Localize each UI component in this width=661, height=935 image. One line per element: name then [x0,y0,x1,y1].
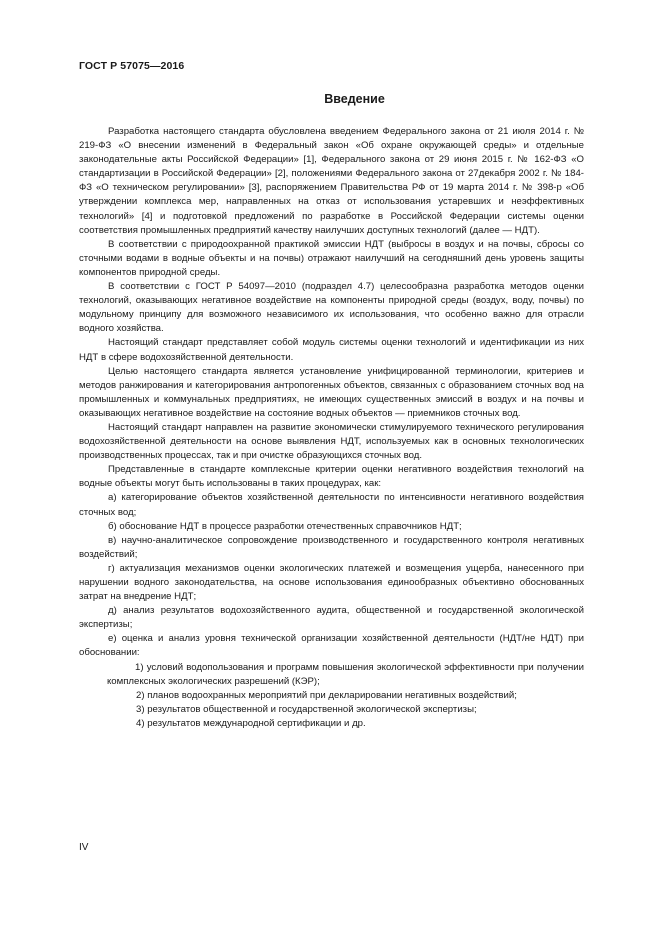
paragraph: Представленные в стандарте комплексные критерии оценки негативного воздействия технологий на водные объекты могут быть использованы в таких процедурах, как: [79,464,584,490]
sub-list-item: 3) результатов общественной и государственной экологической экспертизы; [136,703,477,715]
paragraph: Разработка настоящего стандарта обусловлена введением Федерального закона от 21 июля 2014 г. № 219-ФЗ «О внесении изменений в Федеральный закон «Об охране окружающей среды» и отдельные законодательные акты Российской Федерации» [1], Федерального закона от 29 июня 2015 г. № 162-ФЗ «О стандартизации в Российской Федерации» [2], положениями Федерального закона от 27декабря 2002 г. № 184-ФЗ «О техническом регулировании» [3], распоряжением Правительства РФ от 19 марта 2014 г. № 398-р «Об утверждении комплекса мер, направленных на отказ от использования устаревших и неэффективных технологий» [4] и подготовкой предложений по разработке в Российской Федерации системы оценки соответствия промышленных предприятий качеству наилучших доступных технологий (далее — НДТ). [79,126,584,236]
document-header: ГОСТ Р 57075—2016 [79,60,185,72]
list-item: б) обоснование НДТ в процессе разработки отечественных справочников НДТ; [108,520,462,532]
page-title: Введение [324,92,385,106]
paragraph: Настоящий стандарт направлен на развитие экономически стимулируемого технического регулирования водохозяйственной деятельности на основе выявления НДТ, используемых как в основных технологических производственных процессах, так и при очистке образующихся сточных вод. [79,421,584,462]
list-item: а) категорирование объектов хозяйственной деятельности по интенсивности негативного воздействия сточных вод; [79,492,584,518]
paragraph: Целью настоящего стандарта является установление унифицированной терминологии, критериев и методов ранжирования и категорирования антропогенных объектов, связанных с образованием сточных вод на промышленных и коммунальных предприятиях, не имеющих существенных эмиссий в воздух и на почвы и оказывающих негативное воздействие на состояние водных объектов — приемников сточных вод. [79,365,584,419]
list-item: г) актуализация механизмов оценки экологических платежей и возмещения ущерба, нанесенного при нарушении водного законодательства, на основе использования единообразных объективно обоснованных затрат на внедрение НДТ; [79,562,584,603]
page-number: IV [79,842,89,853]
sub-list-item: 1) условий водопользования и программ повышения экологической эффективности при получении комплексных экологических разрешений (КЭР); [107,661,584,687]
paragraph: В соответствии с природоохранной практикой эмиссии НДТ (выбросы в воздух и на почвы, сбросы со сточными водами в водные объекты и на почвы) отражают наилучший на сегодняшний день уровень защиты компонентов природной среды. [79,238,584,278]
sub-list-item: 4) результатов международной сертификации и др. [136,717,366,729]
paragraph: Настоящий стандарт представляет собой модуль системы оценки технологий и идентификации из них НДТ в сфере водохозяйственной деятельности. [79,337,584,363]
list-item: д) анализ результатов водохозяйственного аудита, общественной и государственной экологической экспертизы; [79,605,584,631]
document-body [79,125,584,731]
paragraph: В соответствии с ГОСТ Р 54097—2010 (подраздел 4.7) целесообразна разработка методов оценки технологий, оказывающих негативное воздействие на компоненты природной среды (воздух, воду, почвы) по модульному принципу для возможного независимого их использования, что особенно важно для отрасли водного хозяйства. [79,281,584,335]
sub-list-item: 2) планов водоохранных мероприятий при декларировании негативных воздействий; [136,689,517,701]
list-item: в) научно-аналитическое сопровождение производственного и государственного контроля негативных воздействий; [79,534,584,560]
list-item: е) оценка и анализ уровня технической организации хозяйственной деятельности (НДТ/не НДТ) при обосновании: [79,633,584,659]
